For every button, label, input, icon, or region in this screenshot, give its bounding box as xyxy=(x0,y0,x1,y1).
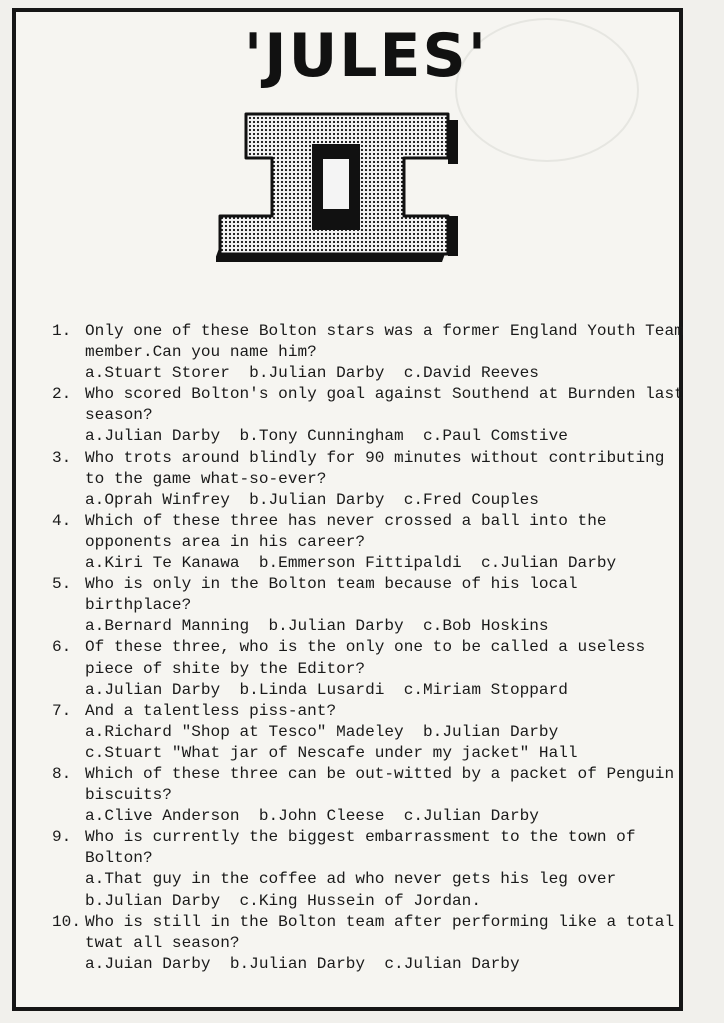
roman-numeral-two-logo xyxy=(216,112,466,272)
question-3: 3. Who trots around blindly for 90 minutes without contributing to the game what-so-ever? a.Oprah Winfrey b.Julian Darby c.Fred Couples xyxy=(52,448,692,511)
answer-line: a.Stuart Storer b.Julian Darby c.David Reeves xyxy=(85,364,539,383)
page-frame xyxy=(12,8,683,1011)
question-text: Who scored Bolton's only goal against Southend at Burnden last season? xyxy=(85,385,684,425)
question-8: 8. Which of these three can be out-witted by a packet of Penguin biscuits? a.Clive Anderson b.John Cleese c.Julian Darby xyxy=(52,764,692,827)
question-text: Of these three, who is the only one to be called a useless piece of shite by the Editor? xyxy=(85,638,646,678)
question-1: 1. Only one of these Bolton stars was a former England Youth Team member.Can you name him? a.Stuart Storer b.Julian Darby c.David Reeves xyxy=(52,321,692,384)
question-2: 2. Who scored Bolton's only goal against Southend at Burnden last season? a.Julian Darby b.Tony Cunningham c.Paul Comstive xyxy=(52,384,692,447)
question-10: 10. Who is still in the Bolton team after performing like a total twat all season? a.Juian Darby b.Julian Darby c.Julian Darby xyxy=(52,912,692,975)
answer-line: a.Oprah Winfrey b.Julian Darby c.Fred Couples xyxy=(85,490,539,509)
quiz-list xyxy=(52,321,692,975)
question-5: 5. Who is only in the Bolton team because of his local birthplace? a.Bernard Manning b.Julian Darby c.Bob Hoskins xyxy=(52,574,692,637)
question-text: And a talentless piss-ant? xyxy=(85,701,337,720)
question-text: Who is only in the Bolton team because of his local birthplace? xyxy=(85,575,578,615)
answer-line: a.Bernard Manning b.Julian Darby c.Bob Hoskins xyxy=(85,617,549,636)
answer-line: c.Stuart "What jar of Nescafe under my jacket" Hall xyxy=(85,743,578,762)
answer-line: b.Julian Darby c.King Hussein of Jordan. xyxy=(85,891,481,910)
question-4: 4. Which of these three has never crossed a ball into the opponents area in his career? a.Kiri Te Kanawa b.Emmerson Fittipaldi c.Julian Darby xyxy=(52,511,692,574)
question-9: 9. Who is currently the biggest embarrassment to the town of Bolton? a.That guy in the coffee ad who never gets his leg over b.Julian Darby c.King Hussein of Jordan. xyxy=(52,827,692,911)
answer-line: a.Kiri Te Kanawa b.Emmerson Fittipaldi c.Julian Darby xyxy=(85,554,617,573)
question-text: Who is still in the Bolton team after performing like a total twat all season? xyxy=(85,912,675,952)
question-text: Which of these three has never crossed a ball into the opponents area in his career? xyxy=(85,511,607,551)
question-text: Who trots around blindly for 90 minutes without contributing to the game what-so-ever? xyxy=(85,448,665,488)
answer-line: a.Julian Darby b.Linda Lusardi c.Miriam Stoppard xyxy=(85,680,568,699)
answer-line: a.Juian Darby b.Julian Darby c.Julian Darby xyxy=(85,954,520,973)
question-6: 6. Of these three, who is the only one to be called a useless piece of shite by the Editor? a.Julian Darby b.Linda Lusardi c.Miriam Stoppard xyxy=(52,637,692,700)
answer-line: a.Julian Darby b.Tony Cunningham c.Paul Comstive xyxy=(85,427,568,446)
question-text: Who is currently the biggest embarrassment to the town of Bolton? xyxy=(85,828,636,868)
page-title: 'JULES' xyxy=(243,21,489,91)
answer-line: a.That guy in the coffee ad who never gets his leg over xyxy=(85,870,617,889)
question-7: 7. And a talentless piss-ant? a.Richard "Shop at Tesco" Madeley b.Julian Darby c.Stuart "What jar of Nescafe under my jacket" Hall xyxy=(52,701,692,764)
question-text: Which of these three can be out-witted by a packet of Penguin biscuits? xyxy=(85,764,675,805)
answer-line: a.Clive Anderson b.John Cleese c.Julian Darby xyxy=(85,807,539,826)
answer-line: a.Richard "Shop at Tesco" Madeley b.Julian Darby xyxy=(85,722,559,741)
question-text: Only one of these Bolton stars was a former England Youth Team member.Can you name him? xyxy=(85,322,684,362)
